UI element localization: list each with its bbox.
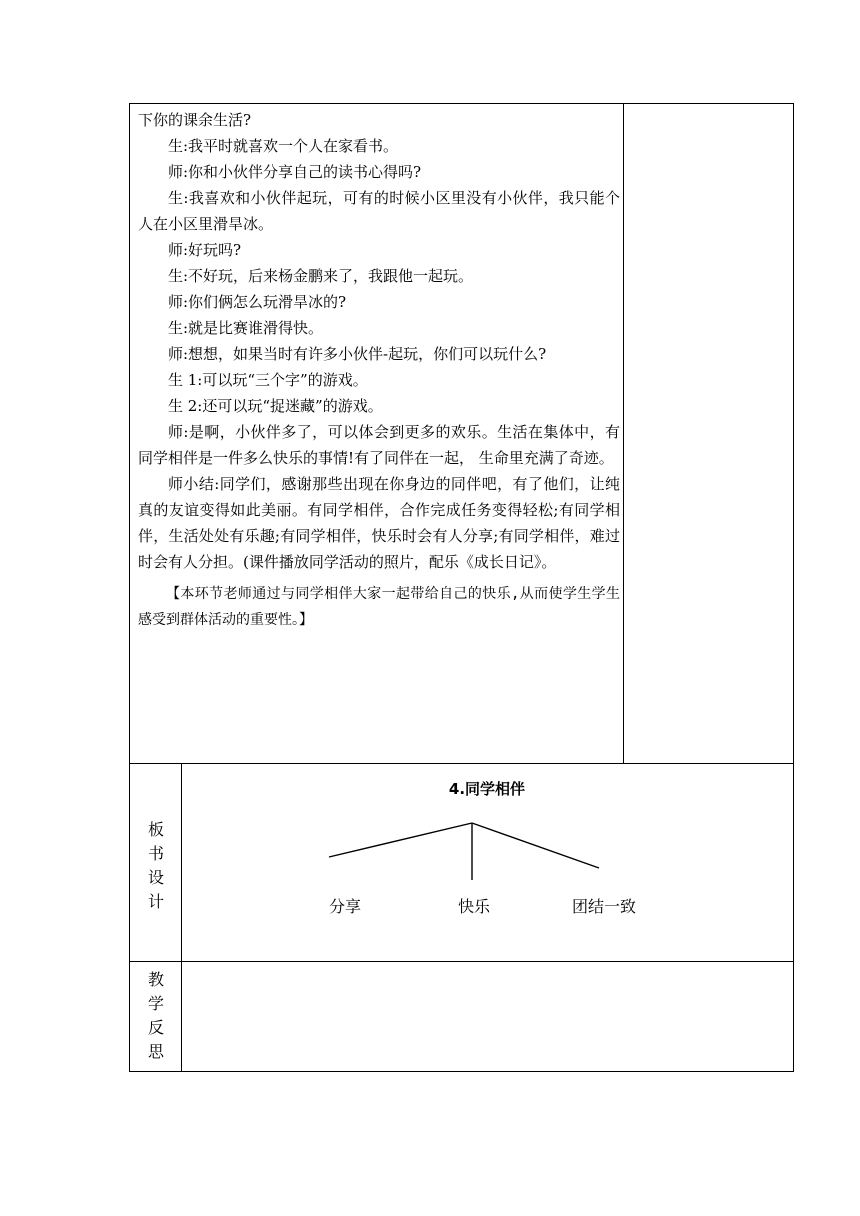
teaching-reflection-label <box>130 968 182 1064</box>
tree-branch-right <box>472 823 599 868</box>
label-char: 板 <box>147 820 164 839</box>
transcript-line: 师:想想，如果当时有许多小伙伴-起玩，你们可以玩什么? <box>168 345 547 363</box>
label-char: 计 <box>147 892 164 911</box>
label-char: 教 <box>147 970 164 989</box>
label-char: 设 <box>147 868 164 887</box>
transcript-line: 下你的课余生活? <box>138 111 252 129</box>
branch-label-share: 分享 <box>329 897 362 916</box>
label-char: 学 <box>147 994 164 1013</box>
transcript-line: 师:你和小伙伴分享自己的读书心得吗? <box>168 163 422 181</box>
transcript-line: 生:不好玩，后来杨金鹏来了，我跟他一起玩。 <box>168 267 474 285</box>
transcript-line: 生:就是比赛谁滑得快。 <box>168 319 324 337</box>
transcript-line: 生 1:可以玩“三个字”的游戏。 <box>168 371 368 389</box>
transcript-line: 师:你们俩怎么玩滑旱冰的? <box>168 293 347 311</box>
transcript-line: 生:我喜欢和小伙伴起玩，可有的时候小区里没有小伙伴，我只能个人在小区里滑旱冰。 <box>138 189 620 233</box>
label-char: 书 <box>147 844 164 863</box>
tree-branch-left <box>329 823 472 857</box>
transcript-line: 师:是啊，小伙伴多了，可以体会到更多的欢乐。生活在集体中，有同学相伴是一件多么快乐的事情!有了同伴在一起， 生命里充满了奇迹。 <box>138 423 620 467</box>
transcript-line: 师:好玩吗? <box>168 241 242 259</box>
board-title: 4.同学相伴 <box>448 780 526 798</box>
label-char: 反 <box>147 1018 164 1037</box>
transcript-line: 师小结:同学们，感谢那些出现在你身边的同伴吧，有了他们，让纯真的友谊变得如此美丽。有同学相伴，合作完成任务变得轻松;有同学相伴，生活处处有乐趣;有同学相伴，快乐时会有人分享;有同学相伴，难过时会有人分担。(课件播放同学活动的照片，配乐《成长日记》。 <box>138 475 620 571</box>
branch-label-joy: 快乐 <box>458 897 491 916</box>
transcript-line: 生:我平时就喜欢一个人在家看书。 <box>168 137 399 155</box>
transcript-line: 生 2:还可以玩“捉迷藏”的游戏。 <box>168 397 383 415</box>
design-note: 【本环节老师通过与同学相伴大家一起带给自己的快乐,从而使学生学生感受到群体活动的重要性。】 <box>138 586 620 628</box>
branch-label-unity: 团结一致 <box>572 897 637 916</box>
label-char: 思 <box>147 1042 164 1061</box>
